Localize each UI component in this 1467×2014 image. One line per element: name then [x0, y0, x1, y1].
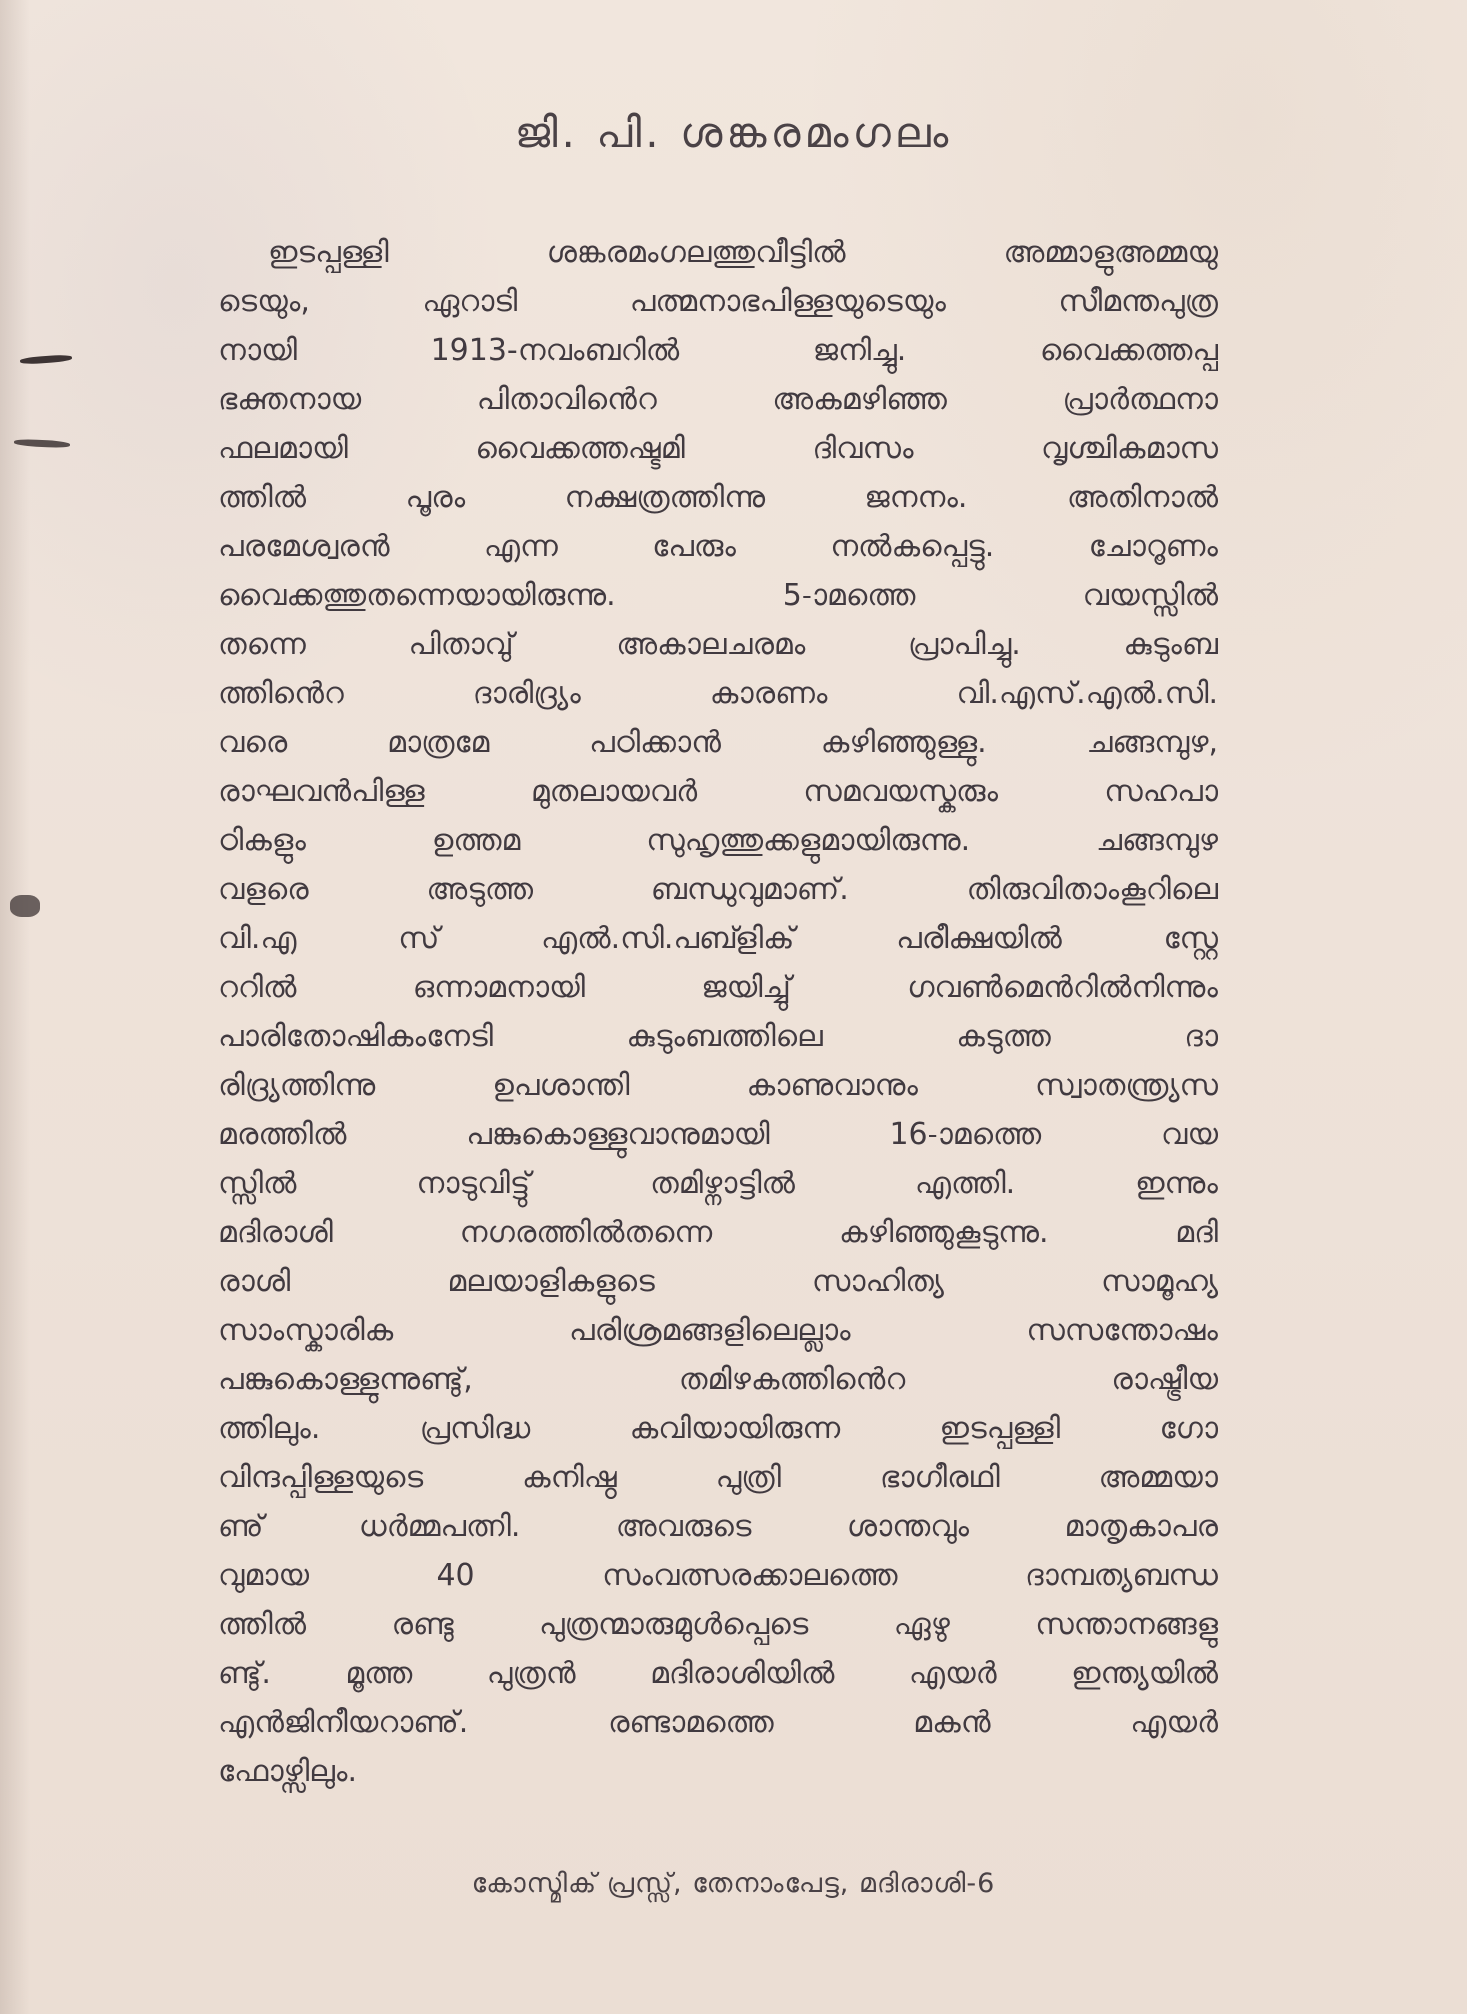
page-edge-shadow — [0, 0, 30, 2014]
biography-text — [218, 228, 1218, 1796]
body-line: വി.എ സ് എൽ.സി.പബ്ളിക് പരീക്ഷയിൽ സ്റ്റേ — [218, 921, 1218, 956]
body-line: ഭക്തനായ പിതാവിൻെറ അകമഴിഞ്ഞ പ്രാർത്ഥനാ — [218, 382, 1218, 417]
body-line: ണു് ധർമ്മപത്നി. അവരുടെ ശാന്തവും മാതൃകാപര — [218, 1509, 1218, 1544]
page-title: ജി. പി. ശങ്കരമംഗലം — [514, 108, 953, 157]
body-line: ഇടപ്പള്ളി ശങ്കരമംഗലത്തുവീട്ടിൽ അമ്മാളുഅമ്മയു — [268, 235, 1218, 270]
body-line: പരമേശ്വരൻ എന്ന പേരും നൽകപ്പെട്ടു. ചോറൂണം — [218, 529, 1218, 564]
body-line: ത്തിലും. പ്രസിദ്ധ കവിയായിരുന്ന ഇടപ്പള്ളി ഗോ — [218, 1411, 1218, 1446]
body-line: ത്തിൽ പൂരം നക്ഷത്രത്തിന്നു ജനനം. അതിനാൽ — [218, 480, 1218, 515]
body-line: ഠികളും ഉത്തമ സുഹൃത്തുക്കളുമായിരുന്നു. ചങ്ങമ്പുഴ — [218, 823, 1218, 858]
body-line: ഫലമായി വൈക്കത്തഷ്ടമി ദിവസം വൃശ്ചികമാസ — [218, 431, 1218, 466]
body-line: വരെ മാത്രമേ പഠിക്കാൻ കഴിഞ്ഞുള്ളു. ചങ്ങമ്പുഴ, — [218, 725, 1218, 760]
body-line: ടെയും, ഏറാടി പത്മനാഭപിള്ളയുടെയും സീമന്തപുത്ര — [218, 284, 1218, 319]
body-line: വളരെ അടുത്ത ബന്ധുവുമാണ്. തിരുവിതാംകൂറിലെ — [218, 872, 1218, 907]
body-line: വിന്ദപ്പിള്ളയുടെ കനിഷ്ഠ പുത്രി ഭാഗീരഥി അമ്മയാ — [218, 1460, 1218, 1495]
body-line: തന്നെ പിതാവു് അകാലചരമം പ്രാപിച്ചു. കുടുംബ — [218, 627, 1218, 662]
ink-mark — [10, 895, 40, 917]
body-line: ഫോഴ്സിലും. — [218, 1754, 358, 1789]
body-line: നായി 1913-നവംബറിൽ ജനിച്ചു. വൈക്കത്തപ്പ — [218, 333, 1218, 368]
body-line: രാശി മലയാളികളുടെ സാഹിത്യ സാമൂഹ്യ — [218, 1264, 1218, 1299]
body-line: മരത്തിൽ പങ്കുകൊള്ളുവാനുമായി 16-ാമത്തെ വയ — [218, 1117, 1218, 1152]
body-line: വൈക്കത്തുതന്നെയായിരുന്നു. 5-ാമത്തെ വയസ്സിൽ — [218, 578, 1218, 613]
body-line: ത്തിൽ രണ്ടു പുത്രന്മാരുമുൾപ്പെടെ ഏഴു സന്താനങ്ങളു — [218, 1607, 1218, 1642]
body-line: സാംസ്കാരിക പരിശ്രമങ്ങളിലെല്ലാം സസന്തോഷം — [218, 1313, 1218, 1348]
printer-imprint: കോസ്മിക് പ്രസ്സ്, തേനാംപേട്ട, മദിരാശി-6 — [471, 1868, 996, 1899]
body-line: മദിരാശി നഗരത്തിൽതന്നെ കഴിഞ്ഞുകൂടുന്നു. മദി — [218, 1215, 1218, 1250]
body-line: പങ്കുകൊള്ളുന്നുണ്ടു്, തമിഴകത്തിൻെറ രാഷ്ട്രീയ — [218, 1362, 1218, 1397]
body-line: ണ്ടു്. മൂത്ത പുത്രൻ മദിരാശിയിൽ എയർ ഇന്ത്യയിൽ — [218, 1656, 1218, 1691]
body-line: പാരിതോഷികംനേടി കുടുംബത്തിലെ കടുത്ത ദാ — [218, 1019, 1218, 1054]
body-line: രാഘവൻപിള്ള മുതലായവർ സമവയസ്കരും സഹപാ — [218, 774, 1218, 809]
body-line: വുമായ 40 സംവത്സരക്കാലത്തെ ദാമ്പത്യബന്ധ — [218, 1558, 1218, 1593]
body-line: സ്സിൽ നാടുവിട്ടു് തമിഴ്നാട്ടിൽ എത്തി. ഇന്നും — [218, 1166, 1218, 1201]
body-line: എൻജിനീയറാണു്. രണ്ടാമത്തെ മകൻ എയർ — [218, 1705, 1218, 1740]
body-line: ററിൽ ഒന്നാമനായി ജയിച്ചു് ഗവൺമെൻറിൽനിന്നും — [218, 970, 1218, 1005]
body-line: രിദ്ര്യത്തിന്നു ഉപശാന്തി കാണുവാനും സ്വാതന്ത്ര്യസ — [218, 1068, 1218, 1103]
body-line: ത്തിൻെറ ദാരിദ്ര്യം കാരണം വി.എസ്.എൽ.സി. — [218, 676, 1218, 711]
